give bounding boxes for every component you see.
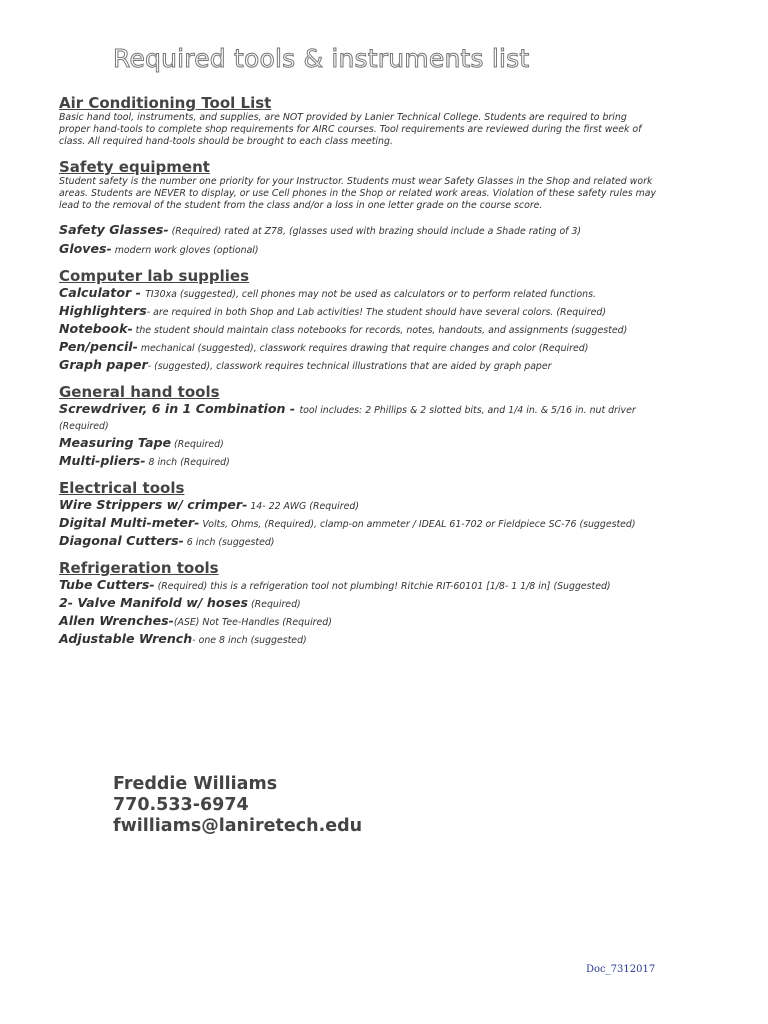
item-desc: - one 8 inch (suggested) (192, 635, 307, 646)
item-desc: (Required) this is a refrigeration tool not plumbing! Ritchie RIT-60101 [1/8- 1 1/8 in] (Suggested) (154, 581, 611, 592)
item-name: Digital Multi-meter- (59, 515, 200, 530)
item-name: Wire Strippers w/ crimper- (59, 497, 248, 512)
list-item (59, 435, 659, 451)
item-name: Gloves- (59, 241, 112, 256)
list-item (59, 303, 659, 319)
section-refrigeration-tools (59, 559, 659, 647)
list-item (59, 401, 659, 433)
item-name: Safety Glasses- (59, 222, 169, 237)
section-heading: Electrical tools (59, 479, 185, 497)
item-desc: modern work gloves (optional) (111, 245, 259, 256)
section-safety-equipment (59, 158, 659, 257)
list-item (59, 339, 659, 355)
item-name: Multi-pliers- (59, 453, 146, 468)
document-id: Doc_7312017 (586, 964, 656, 975)
list-item (59, 241, 659, 257)
item-desc: tool includes: 2 Phillips & 2 slotted bits, and 1/4 in. & 5/16 in. nut driver (Required) (59, 405, 636, 432)
item-name: Diagonal Cutters- (59, 533, 184, 548)
list-item (59, 515, 659, 531)
item-name: Notebook- (59, 321, 133, 336)
contact-name: Freddie Williams (113, 774, 278, 794)
tool-list (59, 94, 659, 657)
list-item (59, 285, 659, 301)
section-air-conditioning (59, 94, 659, 148)
section-intro: Basic hand tool, instruments, and supplies, are NOT provided by Lanier Technical College. Students are required to bring proper hand-tools to complete shop requirements for AIRC courses. Tool requirements are reviewed during the first week of class. All required hand-tools should be brought to each class meeting. (59, 112, 642, 147)
list-item (59, 222, 659, 238)
item-desc: 8 inch (Required) (145, 457, 230, 468)
item-desc: TI30xa (suggested), cell phones may not be used as calculators or to perform related functions. (145, 289, 596, 300)
section-computer-lab (59, 267, 659, 373)
list-item (59, 533, 659, 549)
item-name: Pen/pencil- (59, 339, 138, 354)
section-heading: Air Conditioning Tool List (59, 94, 272, 112)
item-desc: Volts, Ohms, (Required), clamp-on ammeter / IDEAL 61-702 or Fieldpiece SC-76 (suggested) (199, 519, 636, 530)
list-item (59, 631, 659, 647)
item-name: 2- Valve Manifold w/ hoses (59, 595, 249, 610)
item-name: Adjustable Wrench (59, 631, 193, 646)
section-heading: Refrigeration tools (59, 559, 219, 577)
page-title: Required tools & instruments list (113, 44, 530, 73)
section-heading: Computer lab supplies (59, 267, 250, 285)
item-desc: 6 inch (suggested) (183, 537, 275, 548)
item-name: Tube Cutters- (59, 577, 155, 592)
item-name: Allen Wrenches- (59, 613, 174, 628)
item-name: Screwdriver, 6 in 1 Combination - (59, 401, 300, 416)
item-desc: mechanical (suggested), classwork requires drawing that require changes and color (Required) (137, 343, 589, 354)
section-electrical-tools (59, 479, 659, 549)
contact-phone: 770.533-6974 (113, 795, 249, 815)
item-desc: - are required in both Shop and Lab activities! The student should have several colors. (Required) (146, 307, 607, 318)
item-name: Measuring Tape (59, 435, 172, 450)
contact-block (113, 774, 362, 837)
item-name: Graph paper (59, 357, 148, 372)
item-desc: (ASE) Not Tee-Handles (Required) (173, 617, 332, 628)
list-item (59, 577, 659, 593)
section-general-hand-tools (59, 383, 659, 469)
item-desc: (Required) rated at Z78, (glasses used with brazing should include a Shade rating of 3) (168, 226, 582, 237)
section-heading: General hand tools (59, 383, 220, 401)
section-heading: Safety equipment (59, 158, 210, 176)
list-item (59, 613, 659, 629)
item-name: Highlighters (59, 303, 147, 318)
contact-email: fwilliams@laniretech.edu (113, 816, 363, 836)
section-intro: Student safety is the number one priority for your Instructor. Students must wear Safety Glasses in the Shop and related work areas. Students are NEVER to display, or use Cell phones in the Shop or related work areas. Violation of these safety rules may lead to the removal of the student from the class and/or a loss in one letter grade on the course score. (59, 176, 657, 211)
item-desc: - (suggested), classwork requires technical illustrations that are aided by graph paper (147, 361, 552, 372)
list-item (59, 497, 659, 513)
list-item (59, 453, 659, 469)
item-desc: (Required) (171, 439, 224, 450)
list-item (59, 321, 659, 337)
item-desc: 14- 22 AWG (Required) (247, 501, 359, 512)
list-item (59, 357, 659, 373)
list-item (59, 595, 659, 611)
item-name: Calculator - (59, 285, 146, 300)
item-desc: the student should maintain class notebooks for records, notes, handouts, and assignments (suggested) (132, 325, 628, 336)
item-desc: (Required) (248, 599, 301, 610)
